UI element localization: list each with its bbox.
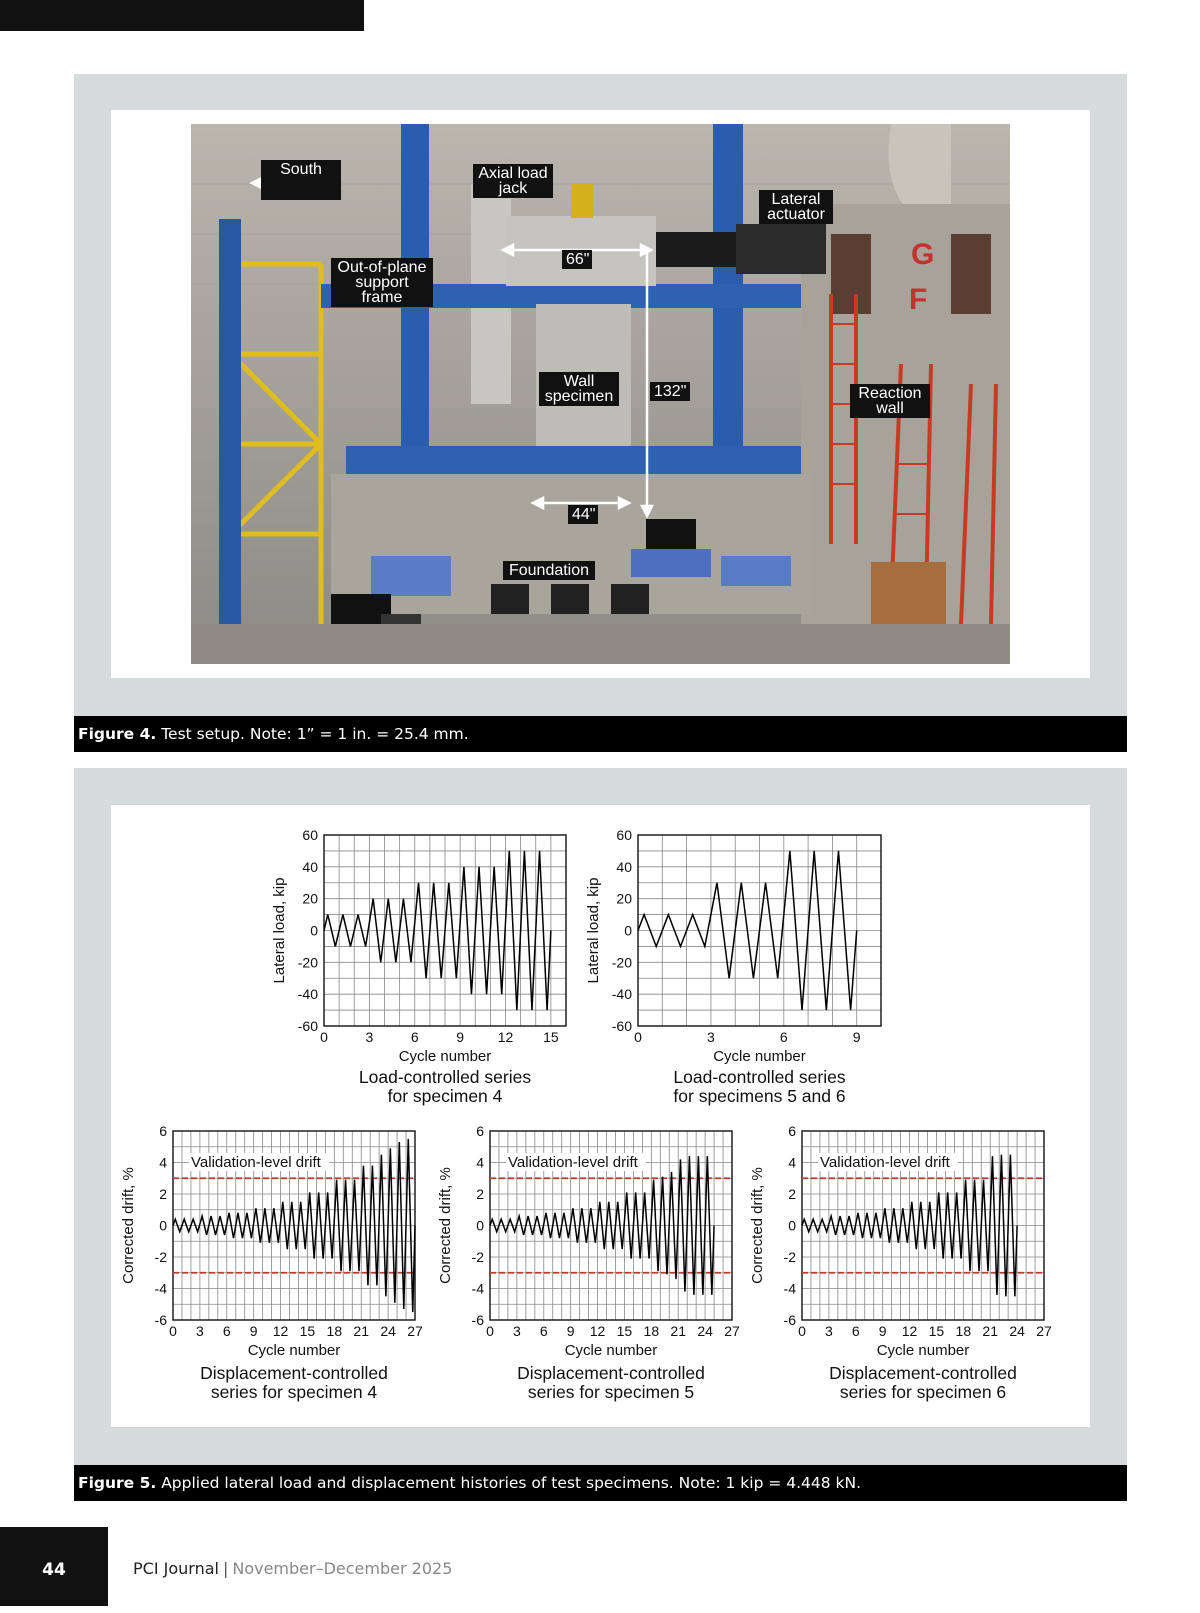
wall-specimen-label: Wall specimen: [539, 372, 619, 406]
y-tick-label: -4: [154, 1280, 167, 1297]
y-tick-label: 60: [302, 827, 318, 843]
figure-5-caption: [74, 1465, 1127, 1501]
y-tick-label: -40: [611, 986, 632, 1003]
chart-1: [271, 827, 566, 1106]
south-label: South: [261, 160, 341, 200]
y-tick-label: 0: [310, 922, 318, 939]
y-tick-label: -2: [471, 1249, 484, 1265]
x-tick-label: 18: [955, 1323, 972, 1339]
chart-title-line: Load-controlled series: [358, 1067, 532, 1087]
x-tick-label: 18: [326, 1323, 343, 1339]
y-tick-label: -2: [783, 1249, 796, 1265]
x-tick-label: 9: [249, 1323, 258, 1339]
y-tick-label: -60: [611, 1018, 632, 1034]
x-tick-label: 24: [380, 1323, 396, 1339]
chart-title-line: Displacement-controlled: [200, 1363, 388, 1383]
x-tick-label: 6: [410, 1029, 419, 1045]
x-tick-label: 9: [566, 1323, 575, 1339]
x-tick-label: 6: [222, 1323, 231, 1339]
y-tick-label: -2: [154, 1249, 167, 1265]
y-tick-label: -20: [611, 954, 632, 971]
x-tick-label: 18: [643, 1323, 660, 1339]
figure-4-label: Figure 4.: [78, 725, 157, 743]
y-tick-label: 2: [476, 1186, 484, 1202]
x-tick-label: 3: [824, 1323, 833, 1339]
chart-title-line: Displacement-controlled: [829, 1363, 1017, 1383]
x-tick-label: 6: [851, 1323, 860, 1339]
x-axis-label: Cycle number: [564, 1342, 658, 1359]
figure-5-label: Figure 5.: [78, 1474, 157, 1492]
x-tick-label: 3: [365, 1029, 374, 1045]
x-tick-label: 27: [407, 1323, 423, 1339]
y-tick-label: 20: [302, 890, 318, 907]
footer-journal-line: [133, 1559, 452, 1578]
y-tick-label: -40: [297, 986, 318, 1003]
y-tick-label: -6: [783, 1312, 796, 1328]
y-axis-label: Corrected drift, %: [437, 1167, 454, 1284]
chart-title-line: Displacement-controlled: [517, 1363, 705, 1383]
dimension-66-label: 66": [562, 250, 592, 269]
chart-title-line: series for specimen 6: [839, 1382, 1007, 1402]
x-tick-label: 21: [670, 1323, 687, 1339]
x-tick-label: 21: [982, 1323, 999, 1339]
y-tick-label: -4: [471, 1280, 484, 1297]
x-tick-label: 3: [195, 1323, 204, 1339]
y-tick-label: 2: [788, 1186, 796, 1202]
x-tick-label: 3: [707, 1029, 715, 1045]
chart-title-line: for specimens 5 and 6: [673, 1086, 846, 1106]
x-tick-label: 0: [486, 1323, 494, 1339]
y-tick-label: 40: [616, 858, 632, 875]
y-tick-label: 4: [476, 1154, 484, 1171]
issue-date: November–December 2025: [232, 1559, 453, 1578]
x-tick-label: 15: [928, 1323, 945, 1339]
chart-3: [120, 1123, 423, 1402]
y-tick-label: -4: [783, 1280, 796, 1297]
x-tick-label: 0: [634, 1029, 642, 1045]
x-tick-label: 3: [512, 1323, 521, 1339]
y-axis-label: Lateral load, kip: [585, 877, 602, 984]
y-tick-label: 0: [624, 922, 632, 939]
validation-drift-label: Validation-level drift: [820, 1154, 950, 1171]
y-tick-label: 20: [616, 890, 632, 907]
y-tick-label: -60: [297, 1018, 318, 1034]
y-tick-label: -6: [154, 1312, 167, 1328]
y-tick-label: -6: [471, 1312, 484, 1328]
x-tick-label: 27: [724, 1323, 740, 1339]
figure-4-text: Test setup. Note: 1” = 1 in. = 25.4 mm.: [161, 725, 469, 743]
x-tick-label: 21: [353, 1323, 370, 1339]
x-tick-label: 15: [299, 1323, 316, 1339]
chart-2: [585, 827, 881, 1106]
x-axis-label: Cycle number: [876, 1342, 970, 1359]
page-number: 44: [0, 1527, 108, 1606]
x-tick-label: 12: [272, 1323, 289, 1339]
axial-load-jack-label: Axial load jack: [473, 164, 553, 198]
journal-name: PCI Journal: [133, 1559, 219, 1578]
x-tick-label: 12: [901, 1323, 918, 1339]
x-tick-label: 24: [697, 1323, 713, 1339]
x-tick-label: 12: [497, 1029, 514, 1045]
y-tick-label: 6: [476, 1123, 484, 1139]
footer-separator: |: [222, 1559, 229, 1578]
x-tick-label: 27: [1036, 1323, 1052, 1339]
y-tick-label: 4: [159, 1154, 167, 1171]
y-tick-label: -20: [297, 954, 318, 971]
chart-title-line: Load-controlled series: [673, 1067, 846, 1087]
y-axis-label: Corrected drift, %: [749, 1167, 766, 1284]
y-tick-label: 0: [788, 1217, 796, 1234]
chart-4: [437, 1123, 740, 1402]
y-axis-label: Corrected drift, %: [120, 1167, 137, 1284]
x-tick-label: 15: [543, 1029, 559, 1045]
wall-mark-f: F: [909, 283, 928, 316]
x-axis-label: Cycle number: [247, 1342, 341, 1359]
y-tick-label: 60: [616, 827, 632, 843]
x-tick-label: 9: [456, 1029, 465, 1045]
reaction-wall-label: Reaction wall: [850, 384, 930, 418]
y-tick-label: 6: [159, 1123, 167, 1139]
y-tick-label: 0: [476, 1217, 484, 1234]
x-tick-label: 0: [169, 1323, 177, 1339]
y-tick-label: 6: [788, 1123, 796, 1139]
x-tick-label: 0: [320, 1029, 328, 1045]
figure-5-text: Applied lateral load and displacement histories of test specimens. Note: 1 kip = 4.448 kN.: [161, 1474, 862, 1492]
x-tick-label: 6: [539, 1323, 548, 1339]
lateral-actuator-label: Lateral actuator: [759, 190, 833, 224]
y-axis-label: Lateral load, kip: [271, 877, 288, 984]
y-tick-label: 40: [302, 858, 318, 875]
chart-5: [749, 1123, 1052, 1402]
wall-mark-g: G: [911, 238, 935, 271]
foundation-label: Foundation: [503, 561, 595, 580]
x-tick-label: 9: [878, 1323, 887, 1339]
x-tick-label: 9: [852, 1029, 861, 1045]
y-tick-label: 2: [159, 1186, 167, 1202]
x-tick-label: 6: [779, 1029, 788, 1045]
x-axis-label: Cycle number: [398, 1048, 492, 1065]
x-tick-label: 12: [589, 1323, 606, 1339]
dimension-44-label: 44": [568, 505, 598, 524]
validation-drift-label: Validation-level drift: [508, 1154, 638, 1171]
y-tick-label: 4: [788, 1154, 796, 1171]
dimension-132-label: 132": [650, 382, 690, 401]
x-tick-label: 0: [798, 1323, 806, 1339]
chart-title-line: series for specimen 5: [527, 1382, 695, 1402]
out-of-plane-frame-label: Out-of-plane support frame: [331, 258, 433, 307]
chart-title-line: series for specimen 4: [210, 1382, 378, 1402]
validation-drift-label: Validation-level drift: [191, 1154, 321, 1171]
x-axis-label: Cycle number: [713, 1048, 806, 1065]
y-tick-label: 0: [159, 1217, 167, 1234]
x-tick-label: 24: [1009, 1323, 1025, 1339]
chart-title-line: for specimen 4: [387, 1086, 503, 1106]
x-tick-label: 15: [616, 1323, 633, 1339]
